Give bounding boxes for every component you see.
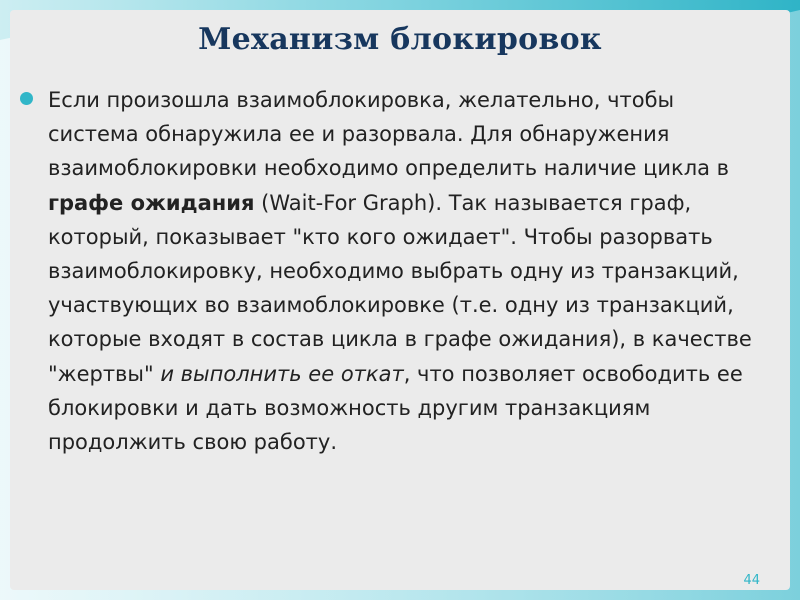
paragraph-text-part1: Если произошла взаимоблокировка, желательно, чтобы система обнаружила ее и разорвала. Для обнаружения взаимоблокировки необходимо определить наличие цикла в: [48, 88, 730, 181]
paragraph-bold-term: графе ожидания: [48, 190, 255, 215]
paragraph-text-part2: (Wait-For Graph). Так называется граф, который, показывает "кто кого ожидает". Чтобы разорвать взаимоблокировку, необходимо выбрать одну из транзакций, участвующих во взаимоблокировке (т.е. одну из транзакций, которые входят в состав цикла в графе ожидания), в качестве "жертвы": [48, 190, 752, 386]
paragraph-text-part3: , что позволяет освободить ее блокировки и дать возможность другим транзакциям продолжить свою работу.: [48, 361, 743, 455]
bullet-paragraph: [48, 83, 763, 459]
paragraph-italic-phrase: и выполнить ее откат: [160, 361, 404, 386]
bullet-dot-icon: [20, 92, 33, 105]
slide-title: Механизм блокировок: [198, 22, 602, 57]
page-number: 44: [743, 573, 760, 588]
